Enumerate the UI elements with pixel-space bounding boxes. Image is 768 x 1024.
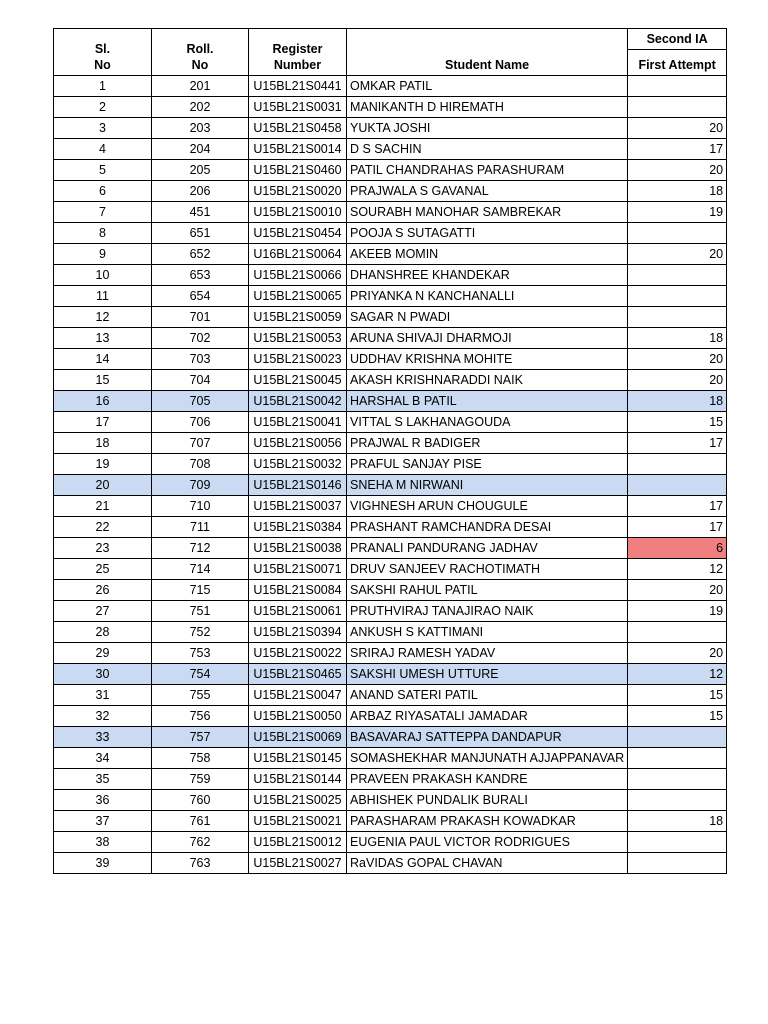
register-number-cell: U15BL21S0012 bbox=[249, 832, 347, 853]
roll-no-cell: 204 bbox=[152, 139, 249, 160]
register-number-cell: U15BL21S0031 bbox=[249, 97, 347, 118]
roll-no-cell: 763 bbox=[152, 853, 249, 874]
student-name-cell: PARASHARAM PRAKASH KOWADKAR bbox=[347, 811, 628, 832]
roll-no-cell: 758 bbox=[152, 748, 249, 769]
mark-cell: 18 bbox=[628, 328, 727, 349]
roll-no-cell: 702 bbox=[152, 328, 249, 349]
sl-no-cell: 3 bbox=[54, 118, 152, 139]
student-name-cell: RaVIDAS GOPAL CHAVAN bbox=[347, 853, 628, 874]
header-second-ia: Second IA bbox=[628, 29, 727, 50]
sl-no-cell: 34 bbox=[54, 748, 152, 769]
register-number-cell: U15BL21S0047 bbox=[249, 685, 347, 706]
student-name-cell: DRUV SANJEEV RACHOTIMATH bbox=[347, 559, 628, 580]
roll-no-cell: 753 bbox=[152, 643, 249, 664]
register-number-cell: U15BL21S0465 bbox=[249, 664, 347, 685]
register-number-cell: U15BL21S0066 bbox=[249, 265, 347, 286]
table-row bbox=[54, 685, 727, 706]
register-number-cell: U15BL21S0460 bbox=[249, 160, 347, 181]
sl-no-cell: 1 bbox=[54, 76, 152, 97]
sl-no-cell: 5 bbox=[54, 160, 152, 181]
sl-no-cell: 31 bbox=[54, 685, 152, 706]
student-name-cell: POOJA S SUTAGATTI bbox=[347, 223, 628, 244]
roll-no-cell: 756 bbox=[152, 706, 249, 727]
mark-cell bbox=[628, 832, 727, 853]
mark-cell: 18 bbox=[628, 391, 727, 412]
student-name-cell: VIGHNESH ARUN CHOUGULE bbox=[347, 496, 628, 517]
sl-no-cell: 14 bbox=[54, 349, 152, 370]
student-name-cell: PRASHANT RAMCHANDRA DESAI bbox=[347, 517, 628, 538]
roll-no-cell: 751 bbox=[152, 601, 249, 622]
register-number-cell: U15BL21S0384 bbox=[249, 517, 347, 538]
table-row bbox=[54, 76, 727, 97]
roll-no-cell: 706 bbox=[152, 412, 249, 433]
student-name-cell: ANKUSH S KATTIMANI bbox=[347, 622, 628, 643]
mark-cell bbox=[628, 286, 727, 307]
sl-no-cell: 11 bbox=[54, 286, 152, 307]
sl-no-cell: 26 bbox=[54, 580, 152, 601]
table-row bbox=[54, 265, 727, 286]
register-number-cell: U16BL21S0064 bbox=[249, 244, 347, 265]
sl-no-cell: 19 bbox=[54, 454, 152, 475]
student-name-cell: SOURABH MANOHAR SAMBREKAR bbox=[347, 202, 628, 223]
roll-no-cell: 710 bbox=[152, 496, 249, 517]
mark-cell: 17 bbox=[628, 496, 727, 517]
student-name-cell: HARSHAL B PATIL bbox=[347, 391, 628, 412]
register-number-cell: U15BL21S0069 bbox=[249, 727, 347, 748]
mark-cell: 18 bbox=[628, 811, 727, 832]
register-number-cell: U15BL21S0014 bbox=[249, 139, 347, 160]
sl-no-cell: 9 bbox=[54, 244, 152, 265]
student-name-cell: PRUTHVIRAJ TANAJIRAO NAIK bbox=[347, 601, 628, 622]
roll-no-cell: 703 bbox=[152, 349, 249, 370]
student-name-cell: EUGENIA PAUL VICTOR RODRIGUES bbox=[347, 832, 628, 853]
table-row bbox=[54, 160, 727, 181]
mark-cell: 20 bbox=[628, 643, 727, 664]
header-roll-no: Roll. No bbox=[152, 29, 249, 76]
mark-cell: 19 bbox=[628, 202, 727, 223]
roll-no-cell: 206 bbox=[152, 181, 249, 202]
mark-cell: 20 bbox=[628, 349, 727, 370]
mark-cell bbox=[628, 622, 727, 643]
header-register-number: Register Number bbox=[249, 29, 347, 76]
register-number-cell: U15BL21S0144 bbox=[249, 769, 347, 790]
roll-no-cell: 652 bbox=[152, 244, 249, 265]
sl-no-cell: 16 bbox=[54, 391, 152, 412]
table-body bbox=[54, 76, 727, 874]
table-row bbox=[54, 181, 727, 202]
roll-no-cell: 705 bbox=[152, 391, 249, 412]
register-number-cell: U15BL21S0065 bbox=[249, 286, 347, 307]
roll-no-cell: 762 bbox=[152, 832, 249, 853]
mark-cell: 17 bbox=[628, 139, 727, 160]
table-row bbox=[54, 391, 727, 412]
table-row bbox=[54, 853, 727, 874]
roll-no-cell: 704 bbox=[152, 370, 249, 391]
sl-no-cell: 12 bbox=[54, 307, 152, 328]
register-number-cell: U15BL21S0010 bbox=[249, 202, 347, 223]
table-row bbox=[54, 244, 727, 265]
register-number-cell: U15BL21S0023 bbox=[249, 349, 347, 370]
student-name-cell: SAKSHI RAHUL PATIL bbox=[347, 580, 628, 601]
roll-no-cell: 715 bbox=[152, 580, 249, 601]
sl-no-cell: 13 bbox=[54, 328, 152, 349]
mark-cell: 15 bbox=[628, 685, 727, 706]
register-number-cell: U15BL21S0037 bbox=[249, 496, 347, 517]
table-row bbox=[54, 412, 727, 433]
mark-cell bbox=[628, 265, 727, 286]
header-student-name: Student Name bbox=[347, 29, 628, 76]
register-number-cell: U15BL21S0084 bbox=[249, 580, 347, 601]
sl-no-cell: 4 bbox=[54, 139, 152, 160]
table-row bbox=[54, 664, 727, 685]
roll-no-cell: 653 bbox=[152, 265, 249, 286]
table-row bbox=[54, 727, 727, 748]
sl-no-cell: 33 bbox=[54, 727, 152, 748]
mark-cell: 20 bbox=[628, 244, 727, 265]
student-name-cell: ABHISHEK PUNDALIK BURALI bbox=[347, 790, 628, 811]
roll-no-cell: 712 bbox=[152, 538, 249, 559]
table-row bbox=[54, 811, 727, 832]
student-name-cell: MANIKANTH D HIREMATH bbox=[347, 97, 628, 118]
sl-no-cell: 39 bbox=[54, 853, 152, 874]
mark-cell bbox=[628, 97, 727, 118]
table-row bbox=[54, 832, 727, 853]
student-name-cell: SNEHA M NIRWANI bbox=[347, 475, 628, 496]
sl-no-cell: 23 bbox=[54, 538, 152, 559]
roll-no-cell: 711 bbox=[152, 517, 249, 538]
mark-cell bbox=[628, 769, 727, 790]
table-row bbox=[54, 769, 727, 790]
student-name-cell: SOMASHEKHAR MANJUNATH AJJAPPANAVAR bbox=[347, 748, 628, 769]
mark-cell bbox=[628, 76, 727, 97]
student-name-cell: SRIRAJ RAMESH YADAV bbox=[347, 643, 628, 664]
mark-cell: 12 bbox=[628, 559, 727, 580]
sl-no-cell: 20 bbox=[54, 475, 152, 496]
register-number-cell: U15BL21S0053 bbox=[249, 328, 347, 349]
table-row bbox=[54, 286, 727, 307]
header-first-attempt: First Attempt bbox=[628, 50, 727, 76]
mark-cell: 19 bbox=[628, 601, 727, 622]
table-row bbox=[54, 307, 727, 328]
roll-no-cell: 201 bbox=[152, 76, 249, 97]
register-number-cell: U15BL21S0025 bbox=[249, 790, 347, 811]
mark-cell: 18 bbox=[628, 181, 727, 202]
roll-no-cell: 451 bbox=[152, 202, 249, 223]
sl-no-cell: 15 bbox=[54, 370, 152, 391]
register-number-cell: U15BL21S0038 bbox=[249, 538, 347, 559]
sl-no-cell: 29 bbox=[54, 643, 152, 664]
register-number-cell: U15BL21S0042 bbox=[249, 391, 347, 412]
mark-cell bbox=[628, 748, 727, 769]
table-row bbox=[54, 349, 727, 370]
roll-no-cell: 760 bbox=[152, 790, 249, 811]
sl-no-cell: 25 bbox=[54, 559, 152, 580]
roll-no-cell: 701 bbox=[152, 307, 249, 328]
roll-no-cell: 708 bbox=[152, 454, 249, 475]
register-number-cell: U15BL21S0045 bbox=[249, 370, 347, 391]
student-name-cell: OMKAR PATIL bbox=[347, 76, 628, 97]
roll-no-cell: 757 bbox=[152, 727, 249, 748]
sl-no-cell: 2 bbox=[54, 97, 152, 118]
sl-no-cell: 17 bbox=[54, 412, 152, 433]
sl-no-cell: 36 bbox=[54, 790, 152, 811]
mark-cell: 17 bbox=[628, 433, 727, 454]
student-name-cell: DHANSHREE KHANDEKAR bbox=[347, 265, 628, 286]
mark-cell bbox=[628, 790, 727, 811]
sl-no-cell: 30 bbox=[54, 664, 152, 685]
mark-cell: 12 bbox=[628, 664, 727, 685]
mark-cell bbox=[628, 223, 727, 244]
table-row bbox=[54, 580, 727, 601]
sl-no-cell: 22 bbox=[54, 517, 152, 538]
table-row bbox=[54, 454, 727, 475]
roll-no-cell: 761 bbox=[152, 811, 249, 832]
table-row bbox=[54, 706, 727, 727]
register-number-cell: U15BL21S0071 bbox=[249, 559, 347, 580]
student-name-cell: YUKTA JOSHI bbox=[347, 118, 628, 139]
table-row bbox=[54, 559, 727, 580]
table-row bbox=[54, 118, 727, 139]
register-number-cell: U15BL21S0021 bbox=[249, 811, 347, 832]
student-name-cell: AKASH KRISHNARADDI NAIK bbox=[347, 370, 628, 391]
register-number-cell: U15BL21S0394 bbox=[249, 622, 347, 643]
sl-no-cell: 18 bbox=[54, 433, 152, 454]
student-name-cell: D S SACHIN bbox=[347, 139, 628, 160]
sl-no-cell: 32 bbox=[54, 706, 152, 727]
roll-no-cell: 202 bbox=[152, 97, 249, 118]
sl-no-cell: 7 bbox=[54, 202, 152, 223]
table-row bbox=[54, 475, 727, 496]
table-row bbox=[54, 370, 727, 391]
roll-no-cell: 709 bbox=[152, 475, 249, 496]
mark-cell bbox=[628, 475, 727, 496]
mark-cell bbox=[628, 727, 727, 748]
student-name-cell: ARUNA SHIVAJI DHARMOJI bbox=[347, 328, 628, 349]
roll-no-cell: 714 bbox=[152, 559, 249, 580]
student-name-cell: VITTAL S LAKHANAGOUDA bbox=[347, 412, 628, 433]
sl-no-cell: 38 bbox=[54, 832, 152, 853]
register-number-cell: U15BL21S0454 bbox=[249, 223, 347, 244]
student-name-cell: PRANALI PANDURANG JADHAV bbox=[347, 538, 628, 559]
student-name-cell: SAKSHI UMESH UTTURE bbox=[347, 664, 628, 685]
table-row bbox=[54, 139, 727, 160]
mark-cell: 6 bbox=[628, 538, 727, 559]
table-row bbox=[54, 601, 727, 622]
mark-cell: 17 bbox=[628, 517, 727, 538]
student-name-cell: PRIYANKA N KANCHANALLI bbox=[347, 286, 628, 307]
roll-no-cell: 754 bbox=[152, 664, 249, 685]
register-number-cell: U15BL21S0027 bbox=[249, 853, 347, 874]
student-name-cell: AKEEB MOMIN bbox=[347, 244, 628, 265]
mark-cell: 15 bbox=[628, 412, 727, 433]
roll-no-cell: 759 bbox=[152, 769, 249, 790]
header-sl-no: Sl. No bbox=[54, 29, 152, 76]
roll-no-cell: 707 bbox=[152, 433, 249, 454]
student-name-cell: PRAJWALA S GAVANAL bbox=[347, 181, 628, 202]
sl-no-cell: 35 bbox=[54, 769, 152, 790]
sl-no-cell: 37 bbox=[54, 811, 152, 832]
student-name-cell: PRAJWAL R BADIGER bbox=[347, 433, 628, 454]
student-name-cell: SAGAR N PWADI bbox=[347, 307, 628, 328]
roll-no-cell: 651 bbox=[152, 223, 249, 244]
register-number-cell: U15BL21S0061 bbox=[249, 601, 347, 622]
register-number-cell: U15BL21S0458 bbox=[249, 118, 347, 139]
mark-cell: 20 bbox=[628, 118, 727, 139]
register-number-cell: U15BL21S0145 bbox=[249, 748, 347, 769]
mark-cell: 15 bbox=[628, 706, 727, 727]
table-row bbox=[54, 790, 727, 811]
student-name-cell: PATIL CHANDRAHAS PARASHURAM bbox=[347, 160, 628, 181]
register-number-cell: U15BL21S0146 bbox=[249, 475, 347, 496]
table-row bbox=[54, 643, 727, 664]
student-name-cell: ANAND SATERI PATIL bbox=[347, 685, 628, 706]
register-number-cell: U15BL21S0032 bbox=[249, 454, 347, 475]
table-row bbox=[54, 328, 727, 349]
mark-cell bbox=[628, 307, 727, 328]
table-row bbox=[54, 622, 727, 643]
marks-table bbox=[53, 28, 727, 874]
mark-cell: 20 bbox=[628, 580, 727, 601]
sl-no-cell: 27 bbox=[54, 601, 152, 622]
sl-no-cell: 28 bbox=[54, 622, 152, 643]
table-row bbox=[54, 433, 727, 454]
register-number-cell: U15BL21S0022 bbox=[249, 643, 347, 664]
sl-no-cell: 21 bbox=[54, 496, 152, 517]
mark-cell: 20 bbox=[628, 160, 727, 181]
roll-no-cell: 205 bbox=[152, 160, 249, 181]
table-row bbox=[54, 538, 727, 559]
mark-cell bbox=[628, 454, 727, 475]
table-row bbox=[54, 517, 727, 538]
student-name-cell: ARBAZ RIYASATALI JAMADAR bbox=[347, 706, 628, 727]
roll-no-cell: 203 bbox=[152, 118, 249, 139]
mark-cell bbox=[628, 853, 727, 874]
register-number-cell: U15BL21S0059 bbox=[249, 307, 347, 328]
sl-no-cell: 8 bbox=[54, 223, 152, 244]
register-number-cell: U15BL21S0441 bbox=[249, 76, 347, 97]
register-number-cell: U15BL21S0050 bbox=[249, 706, 347, 727]
register-number-cell: U15BL21S0056 bbox=[249, 433, 347, 454]
roll-no-cell: 755 bbox=[152, 685, 249, 706]
student-name-cell: UDDHAV KRISHNA MOHITE bbox=[347, 349, 628, 370]
roll-no-cell: 752 bbox=[152, 622, 249, 643]
table-row bbox=[54, 496, 727, 517]
student-name-cell: BASAVARAJ SATTEPPA DANDAPUR bbox=[347, 727, 628, 748]
student-name-cell: PRAVEEN PRAKASH KANDRE bbox=[347, 769, 628, 790]
mark-cell: 20 bbox=[628, 370, 727, 391]
sl-no-cell: 10 bbox=[54, 265, 152, 286]
student-name-cell: PRAFUL SANJAY PISE bbox=[347, 454, 628, 475]
register-number-cell: U15BL21S0041 bbox=[249, 412, 347, 433]
register-number-cell: U15BL21S0020 bbox=[249, 181, 347, 202]
table-row bbox=[54, 202, 727, 223]
roll-no-cell: 654 bbox=[152, 286, 249, 307]
table-row bbox=[54, 97, 727, 118]
sl-no-cell: 6 bbox=[54, 181, 152, 202]
table-row bbox=[54, 223, 727, 244]
table-row bbox=[54, 748, 727, 769]
